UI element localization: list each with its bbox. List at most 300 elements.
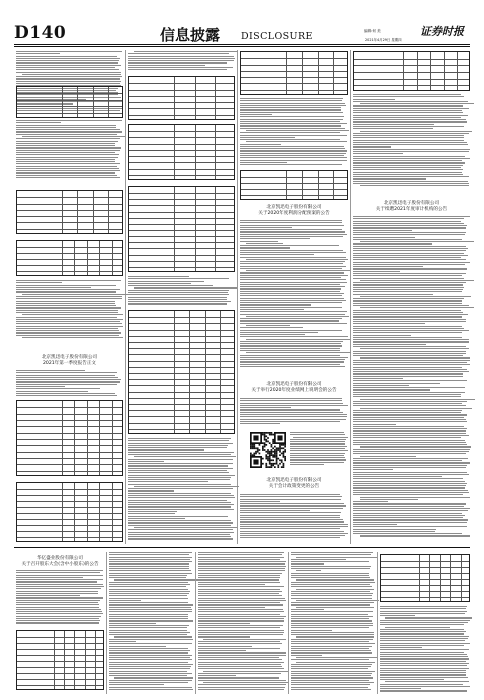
- text-line: [240, 257, 346, 258]
- text-line: [240, 275, 348, 276]
- text-line: [291, 559, 346, 560]
- text-line: [198, 652, 286, 653]
- text-line: [240, 537, 340, 538]
- text-line: [380, 622, 468, 623]
- text-line: [290, 448, 345, 449]
- text-line: [128, 452, 234, 453]
- text-line: [16, 58, 120, 59]
- section-divider: [14, 547, 470, 548]
- table-row-line: [129, 169, 234, 170]
- table-row-line: [17, 93, 122, 94]
- text-line: [240, 423, 280, 424]
- table-row-line: [354, 65, 469, 66]
- text-line: [240, 121, 340, 122]
- text-line: [353, 389, 430, 390]
- table-row-line: [241, 195, 347, 196]
- text-line: [291, 582, 375, 583]
- text-line: [109, 593, 189, 594]
- text-line: [353, 437, 461, 438]
- table-row-line: [17, 253, 122, 254]
- text-line: [109, 639, 193, 640]
- text-line: [380, 668, 469, 669]
- table-row-line: [241, 189, 347, 190]
- text-line: [240, 293, 344, 294]
- table-row-line: [129, 131, 234, 132]
- text-line: [240, 519, 343, 520]
- text-line: [198, 584, 265, 585]
- text-line: [16, 607, 99, 608]
- text-line: [353, 360, 470, 361]
- text-line: [353, 312, 463, 313]
- text-line: [240, 261, 345, 262]
- text-line: [353, 385, 409, 386]
- table-row-line: [129, 144, 234, 145]
- column-divider: [195, 552, 196, 694]
- text-block: [353, 94, 470, 190]
- table-row-line: [129, 137, 234, 138]
- text-line: [353, 160, 462, 161]
- notice-heading: 2021年第一季度报告正文: [42, 360, 97, 366]
- text-line: [291, 664, 372, 665]
- text-line: [198, 620, 284, 621]
- text-line: [240, 357, 348, 358]
- text-block: [353, 216, 470, 542]
- text-line: [109, 652, 188, 653]
- text-line: [128, 281, 204, 282]
- text-line: [380, 679, 444, 680]
- text-line: [353, 371, 469, 372]
- text-line: [240, 252, 346, 253]
- text-line: [109, 573, 192, 574]
- table-row-line: [17, 507, 122, 508]
- text-line: [16, 170, 120, 171]
- table-row-line: [17, 407, 122, 408]
- table-row-line: [241, 65, 347, 66]
- text-line: [240, 128, 345, 129]
- text-line: [380, 684, 463, 685]
- financial-table: [16, 630, 104, 690]
- text-line: [290, 457, 345, 458]
- text-line: [353, 339, 469, 340]
- text-line: [296, 570, 321, 571]
- text-line: [128, 440, 229, 441]
- text-line: [360, 535, 470, 536]
- text-line: [240, 359, 345, 360]
- text-line: [353, 330, 469, 331]
- text-line: [380, 633, 464, 634]
- table-row-line: [129, 336, 234, 337]
- text-line: [291, 625, 373, 626]
- text-line: [198, 589, 280, 590]
- text-line: [353, 216, 470, 217]
- text-line: [16, 323, 122, 324]
- text-line: [291, 554, 371, 555]
- text-line: [353, 472, 467, 473]
- text-line: [353, 394, 461, 395]
- text-line: [240, 153, 346, 154]
- text-line: [240, 499, 341, 500]
- text-line: [353, 483, 467, 484]
- text-line: [198, 614, 280, 615]
- text-line: [16, 622, 99, 623]
- text-line: [198, 566, 286, 567]
- text-line: [16, 570, 103, 571]
- text-line: [353, 172, 462, 173]
- text-line: [16, 330, 119, 331]
- text-line: [109, 600, 141, 601]
- text-line: [16, 379, 121, 380]
- text-line: [291, 604, 370, 605]
- text-line: [128, 536, 231, 537]
- text-line: [353, 419, 466, 420]
- text-line: [240, 162, 287, 163]
- text-line: [109, 641, 136, 642]
- notice-title: [353, 201, 470, 212]
- text-line: [128, 481, 208, 482]
- table-col-line: [215, 77, 216, 119]
- section-title-en: DISCLOSURE: [241, 31, 313, 42]
- text-line: [16, 67, 115, 68]
- text-line: [128, 502, 231, 503]
- text-line: [128, 490, 174, 491]
- table-row-line: [129, 96, 234, 97]
- text-line: [296, 557, 377, 558]
- table-row-line: [129, 108, 234, 109]
- text-line: [353, 501, 388, 502]
- text-line: [240, 277, 341, 278]
- table-row-line: [129, 323, 234, 324]
- text-line: [353, 442, 466, 443]
- text-line: [198, 680, 286, 681]
- text-line: [128, 468, 233, 469]
- text-line: [240, 229, 342, 230]
- table-col-line: [62, 401, 63, 475]
- text-line: [353, 323, 425, 324]
- text-line: [360, 241, 474, 242]
- text-line: [353, 462, 470, 463]
- text-line: [128, 511, 177, 512]
- text-block: [240, 494, 348, 542]
- table-row-line: [129, 342, 234, 343]
- text-line: [16, 76, 122, 77]
- text-line: [109, 554, 189, 555]
- text-line: [360, 399, 475, 400]
- table-row-line: [17, 439, 122, 440]
- text-line: [240, 300, 346, 301]
- text-line: [240, 364, 340, 365]
- text-line: [353, 476, 442, 477]
- text-line: [291, 616, 373, 617]
- text-line: [198, 625, 283, 626]
- text-line: [16, 319, 123, 320]
- table-row-line: [129, 385, 234, 386]
- text-line: [134, 456, 236, 457]
- text-line: [240, 524, 348, 525]
- table-col-line: [99, 401, 100, 475]
- text-line: [291, 650, 371, 651]
- text-line: [240, 528, 340, 529]
- text-line: [240, 291, 340, 292]
- table-row-line: [17, 661, 103, 662]
- text-line: [353, 531, 435, 532]
- text-line: [109, 591, 190, 592]
- text-line: [380, 677, 468, 678]
- text-line: [198, 684, 286, 685]
- text-line: [353, 517, 463, 518]
- text-line: [16, 588, 101, 589]
- text-line: [240, 510, 310, 511]
- text-line: [109, 682, 188, 683]
- text-line: [380, 652, 464, 653]
- text-block: [16, 120, 123, 180]
- table-row-line: [129, 224, 234, 225]
- text-line: [128, 484, 231, 485]
- text-line: [360, 307, 474, 308]
- table-row-line: [17, 106, 122, 107]
- text-line: [240, 409, 340, 410]
- text-line: [353, 237, 415, 238]
- text-line: [198, 616, 286, 617]
- text-line: [240, 343, 341, 344]
- table-row-line: [129, 162, 234, 163]
- text-line: [353, 133, 469, 134]
- text-line: [16, 298, 122, 299]
- text-line: [360, 497, 470, 498]
- table-row-line: [129, 348, 234, 349]
- notice-company: 北京凯迅电子股份有限公司: [266, 382, 322, 387]
- text-line: [16, 280, 121, 281]
- text-line: [291, 593, 373, 594]
- text-line: [353, 316, 462, 317]
- text-line: [353, 478, 463, 479]
- text-line: [109, 632, 190, 633]
- text-line: [16, 386, 65, 387]
- table-row-line: [17, 495, 122, 496]
- text-line: [240, 222, 342, 223]
- table-row-line: [17, 426, 122, 427]
- text-line: [128, 65, 205, 66]
- text-line: [246, 316, 348, 317]
- text-line: [353, 433, 466, 434]
- table-row-line: [129, 193, 234, 194]
- text-line: [291, 684, 370, 685]
- table-col-line: [108, 191, 109, 233]
- text-line: [353, 428, 467, 429]
- text-line: [198, 552, 284, 553]
- text-line: [240, 150, 347, 151]
- text-line: [240, 496, 342, 497]
- table-col-line: [112, 241, 113, 275]
- text-line: [16, 301, 115, 302]
- text-line: [16, 395, 117, 396]
- text-line: [109, 673, 192, 674]
- text-line: [109, 655, 192, 656]
- text-line: [114, 677, 193, 678]
- text-line: [198, 575, 280, 576]
- text-line: [109, 634, 187, 635]
- text-line: [353, 332, 462, 333]
- text-line: [240, 327, 303, 328]
- text-line: [353, 373, 463, 374]
- text-line: [380, 613, 465, 614]
- text-line: [128, 518, 185, 519]
- table-row-line: [241, 90, 347, 91]
- text-line: [246, 339, 349, 340]
- text-line: [353, 328, 464, 329]
- text-line: [290, 434, 345, 435]
- notice-company: 北京凯迅电子股份有限公司: [266, 478, 322, 483]
- text-line: [109, 616, 188, 617]
- text-line: [198, 650, 246, 651]
- text-line: [198, 602, 280, 603]
- text-line: [353, 124, 434, 125]
- text-line: [353, 485, 466, 486]
- text-line: [240, 282, 347, 283]
- text-line: [134, 287, 236, 288]
- text-line: [198, 591, 282, 592]
- text-line: [16, 393, 115, 394]
- text-line: [16, 154, 119, 155]
- text-line: [16, 305, 116, 306]
- text-line: [109, 609, 192, 610]
- text-line: [240, 412, 343, 413]
- text-line: [353, 108, 469, 109]
- text-line: [16, 593, 98, 594]
- table-row-line: [381, 585, 469, 586]
- text-line: [240, 266, 346, 267]
- text-line: [353, 469, 393, 470]
- table-row-line: [129, 267, 234, 268]
- text-line: [16, 391, 88, 392]
- text-line: [380, 640, 465, 641]
- table-col-line: [215, 187, 216, 271]
- text-line: [109, 630, 187, 631]
- text-line: [291, 680, 369, 681]
- text-line: [128, 522, 233, 523]
- text-line: [198, 666, 282, 667]
- text-line: [353, 401, 467, 402]
- table-col-line: [450, 555, 451, 601]
- text-line: [109, 604, 193, 605]
- text-line: [16, 161, 115, 162]
- text-line: [128, 504, 234, 505]
- text-line: [353, 410, 462, 411]
- text-line: [198, 641, 280, 642]
- table-row-line: [17, 637, 103, 638]
- text-line: [296, 657, 377, 658]
- text-block: [128, 276, 235, 306]
- text-line: [353, 266, 423, 267]
- text-line: [240, 295, 342, 296]
- text-line: [380, 631, 466, 632]
- text-line: [291, 620, 372, 621]
- text-line: [240, 416, 347, 417]
- text-line: [16, 60, 119, 61]
- text-line: [353, 383, 440, 384]
- text-line: [353, 105, 463, 106]
- table-row-line: [17, 265, 122, 266]
- text-line: [296, 589, 374, 590]
- text-line: [128, 532, 234, 533]
- table-row-line: [381, 597, 469, 598]
- table-col-line: [62, 241, 63, 275]
- text-line: [353, 234, 465, 235]
- text-line: [246, 141, 347, 142]
- text-line: [16, 163, 120, 164]
- text-line: [198, 595, 282, 596]
- text-line: [128, 463, 233, 464]
- text-line: [16, 597, 103, 598]
- text-line: [16, 312, 118, 313]
- text-line: [16, 120, 122, 121]
- text-line: [16, 303, 115, 304]
- text-line: [353, 458, 468, 459]
- text-line: [380, 615, 415, 616]
- table-row-line: [17, 197, 122, 198]
- text-line: [291, 643, 375, 644]
- table-col-line: [189, 311, 190, 433]
- text-line: [360, 280, 474, 281]
- text-line: [240, 263, 343, 264]
- text-line: [353, 487, 465, 488]
- text-line: [240, 254, 314, 255]
- text-line: [128, 301, 231, 302]
- text-line: [240, 330, 342, 331]
- text-line: [128, 475, 235, 476]
- text-line: [291, 602, 374, 603]
- text-line: [353, 119, 466, 120]
- text-line: [128, 497, 235, 498]
- text-line: [16, 375, 115, 376]
- text-line: [240, 236, 343, 237]
- text-line: [291, 584, 370, 585]
- text-line: [16, 579, 103, 580]
- table-col-line: [457, 52, 458, 90]
- text-line: [240, 155, 344, 156]
- text-line: [353, 149, 470, 150]
- text-line: [128, 509, 234, 510]
- text-line: [128, 294, 229, 295]
- text-line: [109, 664, 193, 665]
- text-line: [353, 346, 466, 347]
- text-line: [360, 348, 469, 349]
- text-line: [16, 618, 99, 619]
- text-line: [291, 568, 370, 569]
- text-line: [240, 419, 346, 420]
- text-line: [293, 437, 348, 438]
- text-line: [198, 609, 283, 610]
- text-line: [240, 288, 341, 289]
- table-row-line: [129, 150, 234, 151]
- text-line: [353, 465, 467, 466]
- text-line: [240, 421, 340, 422]
- text-line: [353, 351, 466, 352]
- text-line: [198, 570, 285, 571]
- text-line: [16, 172, 115, 173]
- text-line: [353, 232, 466, 233]
- text-line: [16, 586, 104, 587]
- text-line: [353, 355, 463, 356]
- table-col-line: [286, 171, 287, 199]
- text-line: [16, 310, 118, 311]
- text-line: [353, 412, 461, 413]
- text-line: [128, 465, 228, 466]
- text-line: [109, 568, 189, 569]
- table-row-line: [17, 229, 122, 230]
- text-line: [128, 303, 227, 304]
- text-line: [380, 611, 467, 612]
- table-row-line: [17, 531, 122, 532]
